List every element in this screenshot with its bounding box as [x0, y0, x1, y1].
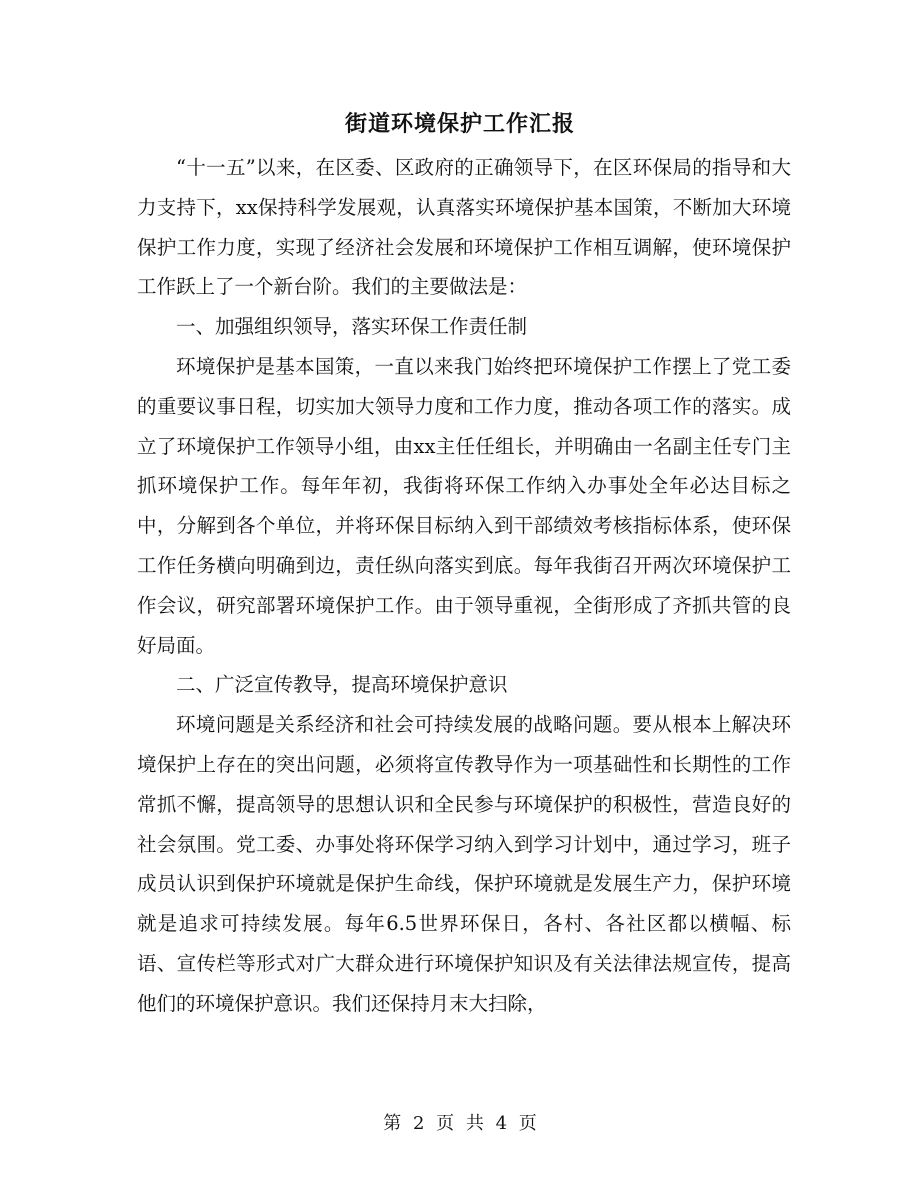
section-heading-1: 一、加强组织领导，落实环保工作责任制 — [176, 315, 528, 339]
section-heading-2: 二、广泛宣传教导，提高环境保护意识 — [176, 673, 508, 697]
document-body — [137, 148, 791, 1024]
page-number-footer: 第 2 页 共 4 页 — [383, 1113, 537, 1134]
intro-paragraph: “十一五”以来，在区委、区政府的正确领导下，在区环保局的指导和大力支持下，xx保持科学发展观，认真落实环境保护基本国策，不断加大环境保护工作力度，实现了经济社会发展和环境保护工作相互调解，使环境保护工作跃上了一个新台阶。我们的主要做法是： — [137, 156, 791, 299]
section-1-paragraph: 环境保护是基本国策，一直以来我门始终把环境保护工作摆上了党工委的重要议事日程，切实加大领导力度和工作力度，推动各项工作的落实。成立了环境保护工作领导小组，由xx主任任组长，并明确由一名副主任专门主抓环境保护工作。每年年初，我街将环保工作纳入办事处全年必达目标之中，分解到各个单位，并将环保目标纳入到干部绩效考核指标体系，使环保工作任务横向明确到边，责任纵向落实到底。每年我街召开两次环境保护工作会议，研究部署环境保护工作。由于领导重视，全街形成了齐抓共管的良好局面。 — [137, 354, 791, 657]
document-title: 街道环境保护工作汇报 — [344, 111, 575, 137]
section-2-paragraph: 环境问题是关系经济和社会可持续发展的战略问题。要从根本上解决环境保护上存在的突出问题，必须将宣传教导作为一项基础性和长期性的工作常抓不懈，提高领导的思想认识和全民参与环境保护的积极性，营造良好的社会氛围。党工委、办事处将环保学习纳入到学习计划中，通过学习，班子成员认识到保护环境就是保护生命线，保护环境就是发展生产力，保护环境就是追求可持续发展。每年6.5世界环保日，各村、各社区都以横幅、标语、宣传栏等形式对广大群众进行环境保护知识及有关法律法规宣传，提高他们的环境保护意识。我们还保持月末大扫除， — [137, 713, 791, 1015]
